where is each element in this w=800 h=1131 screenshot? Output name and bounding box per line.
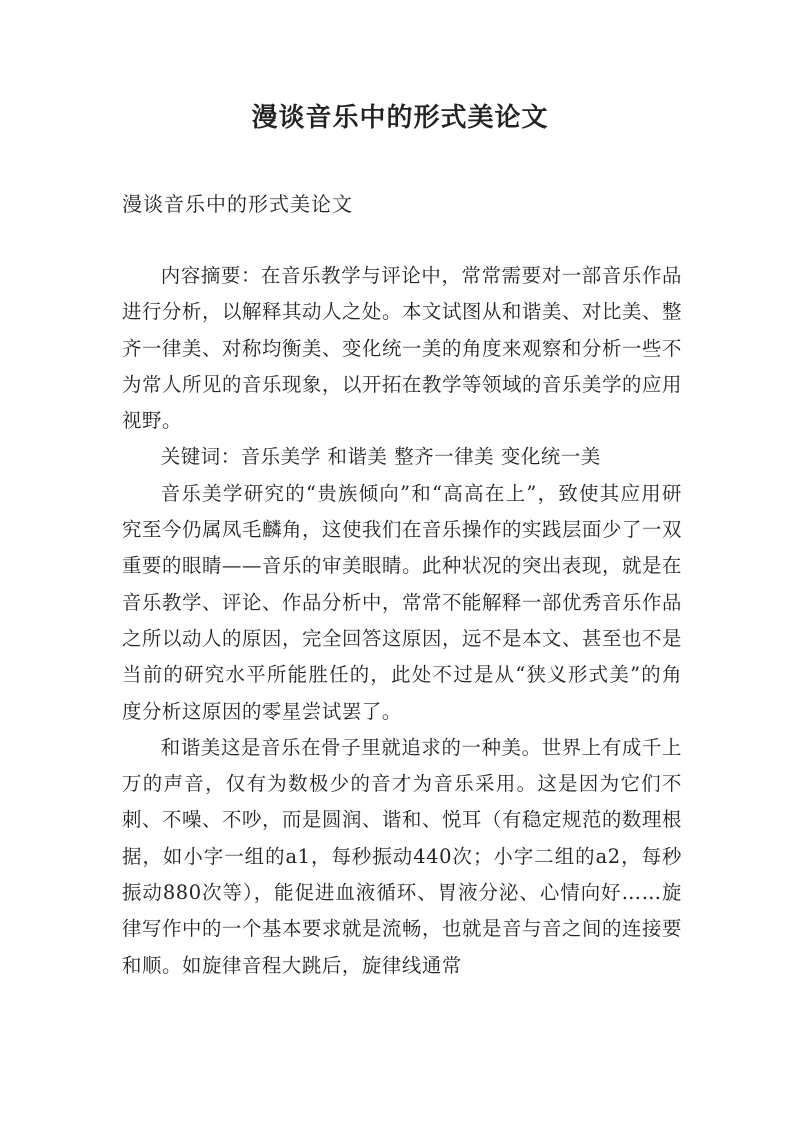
document-subtitle: 漫谈音乐中的形式美论文	[122, 192, 353, 216]
keywords-paragraph: 关键词：音乐美学 和谐美 整齐一律美 变化统一美	[160, 445, 601, 469]
document-title: 漫谈音乐中的形式美论文	[251, 103, 549, 133]
body-paragraph: 和谐美这是音乐在骨子里就追求的一种美。世界上有成千上万的声音，仅有为数极少的音才为音乐采用。这是因为它们不刺、不噪、不吵，而是圆润、谐和、悦耳（有稳定规范的数理根据，如小字一组的a1，每秒振动440次；小字二组的a2，每秒振动880次等），能促进血液循环、胃液分泌、心情向好……旋律写作中的一个基本要求就是流畅，也就是音与音之间的连接要和顺。如旋律音程大跳后，旋律线通常	[122, 735, 682, 977]
body-paragraph: 音乐美学研究的“贵族倾向”和“高高在上”，致使其应用研究至今仍属凤毛麟角，这使我们在音乐操作的实践层面少了一双重要的眼睛——音乐的审美眼睛。此种状况的突出表现，就是在音乐教学、评论、作品分析中，常常不能解释一部优秀音乐作品之所以动人的原因，完全回答这原因，远不是本文、甚至也不是当前的研究水平所能胜任的，此处不过是从“狭义形式美”的角度分析这原因的零星尝试罢了。	[122, 481, 682, 723]
abstract-paragraph: 内容摘要：在音乐教学与评论中，常常需要对一部音乐作品进行分析，以解释其动人之处。本文试图从和谐美、对比美、整齐一律美、对称均衡美、变化统一美的角度来观察和分析一些不为常人所见的音乐现象，以开拓在教学等领域的音乐美学的应用视野。	[122, 264, 682, 433]
document-body	[122, 258, 682, 984]
